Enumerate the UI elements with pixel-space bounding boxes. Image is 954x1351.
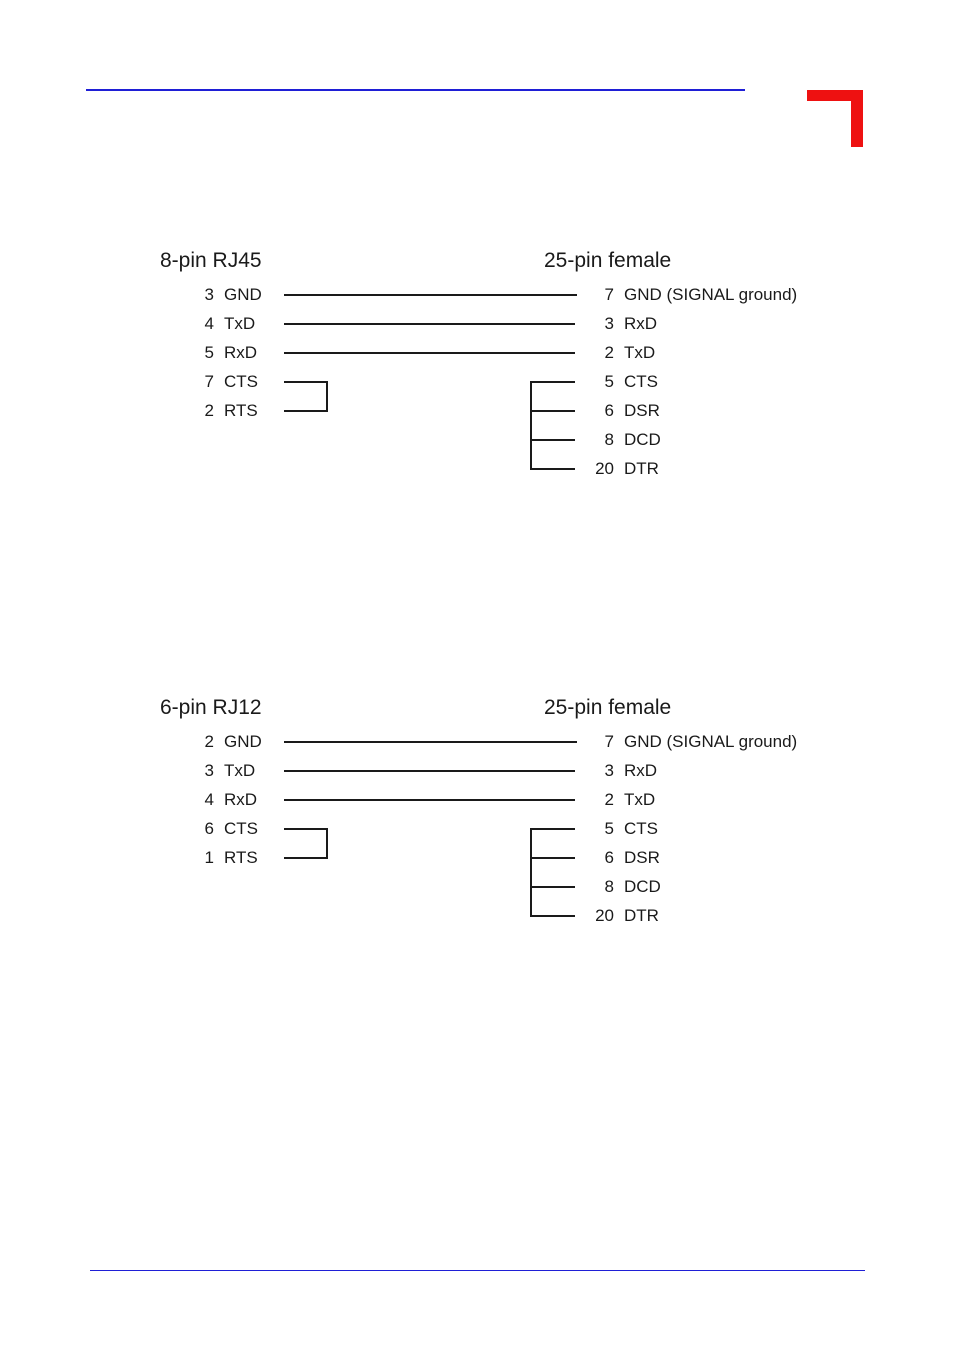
pin-signal: GND (SIGNAL ground) <box>624 285 798 304</box>
pin-number: 8 <box>604 877 614 896</box>
pin-number: 8 <box>604 430 614 449</box>
pin-signal: RTS <box>224 401 258 420</box>
header-rule <box>86 89 745 91</box>
pin-number: 5 <box>604 819 614 838</box>
pin-number: 5 <box>604 372 614 391</box>
pin-number: 3 <box>204 761 214 780</box>
pin-signal: TxD <box>224 314 256 333</box>
pin-number: 7 <box>604 285 614 304</box>
pin-signal: RxD <box>624 761 658 780</box>
right-connector-title: 25-pin female <box>544 249 672 272</box>
pin-signal: DCD <box>624 877 661 896</box>
pin-signal: RxD <box>224 790 258 809</box>
wiring-lines <box>0 240 954 500</box>
pin-signal: CTS <box>224 819 258 838</box>
pin-number: 7 <box>604 732 614 751</box>
pin-number: 20 <box>595 906 614 925</box>
pin-signal: TxD <box>624 790 656 809</box>
pin-signal: GND <box>224 732 262 751</box>
wiring-diagram-rj12 <box>0 687 954 947</box>
pin-number: 2 <box>204 732 214 751</box>
pin-number: 3 <box>604 761 614 780</box>
pin-signal: DTR <box>624 906 659 925</box>
pin-number: 4 <box>204 314 214 333</box>
footer-rule <box>90 1270 865 1271</box>
pin-signal: RxD <box>624 314 658 333</box>
pin-signal: CTS <box>624 372 658 391</box>
left-connector-title: 8-pin RJ45 <box>160 249 262 272</box>
pin-signal: CTS <box>624 819 658 838</box>
pin-number: 2 <box>604 790 614 809</box>
pin-signal: RxD <box>224 343 258 362</box>
pin-signal: GND (SIGNAL ground) <box>624 732 798 751</box>
pin-signal: DCD <box>624 430 661 449</box>
wiring-diagram-rj45 <box>0 240 954 500</box>
pin-number: 3 <box>604 314 614 333</box>
pin-number: 1 <box>204 848 214 867</box>
pin-number: 6 <box>604 401 614 420</box>
left-connector-title: 6-pin RJ12 <box>160 696 262 719</box>
right-connector-title: 25-pin female <box>544 696 672 719</box>
pin-signal: RTS <box>224 848 258 867</box>
pin-signal: TxD <box>224 761 256 780</box>
wiring-lines <box>0 687 954 947</box>
pin-number: 7 <box>204 372 214 391</box>
pin-signal: DSR <box>624 401 660 420</box>
pin-number: 2 <box>604 343 614 362</box>
pin-number: 6 <box>204 819 214 838</box>
pin-number: 3 <box>204 285 214 304</box>
pin-signal: DTR <box>624 459 659 478</box>
pin-signal: CTS <box>224 372 258 391</box>
pin-signal: GND <box>224 285 262 304</box>
pin-number: 4 <box>204 790 214 809</box>
pin-number: 5 <box>204 343 214 362</box>
pin-signal: DSR <box>624 848 660 867</box>
pin-number: 20 <box>595 459 614 478</box>
corner-mark-vertical <box>851 90 863 147</box>
pin-number: 6 <box>604 848 614 867</box>
pin-number: 2 <box>204 401 214 420</box>
pin-signal: TxD <box>624 343 656 362</box>
